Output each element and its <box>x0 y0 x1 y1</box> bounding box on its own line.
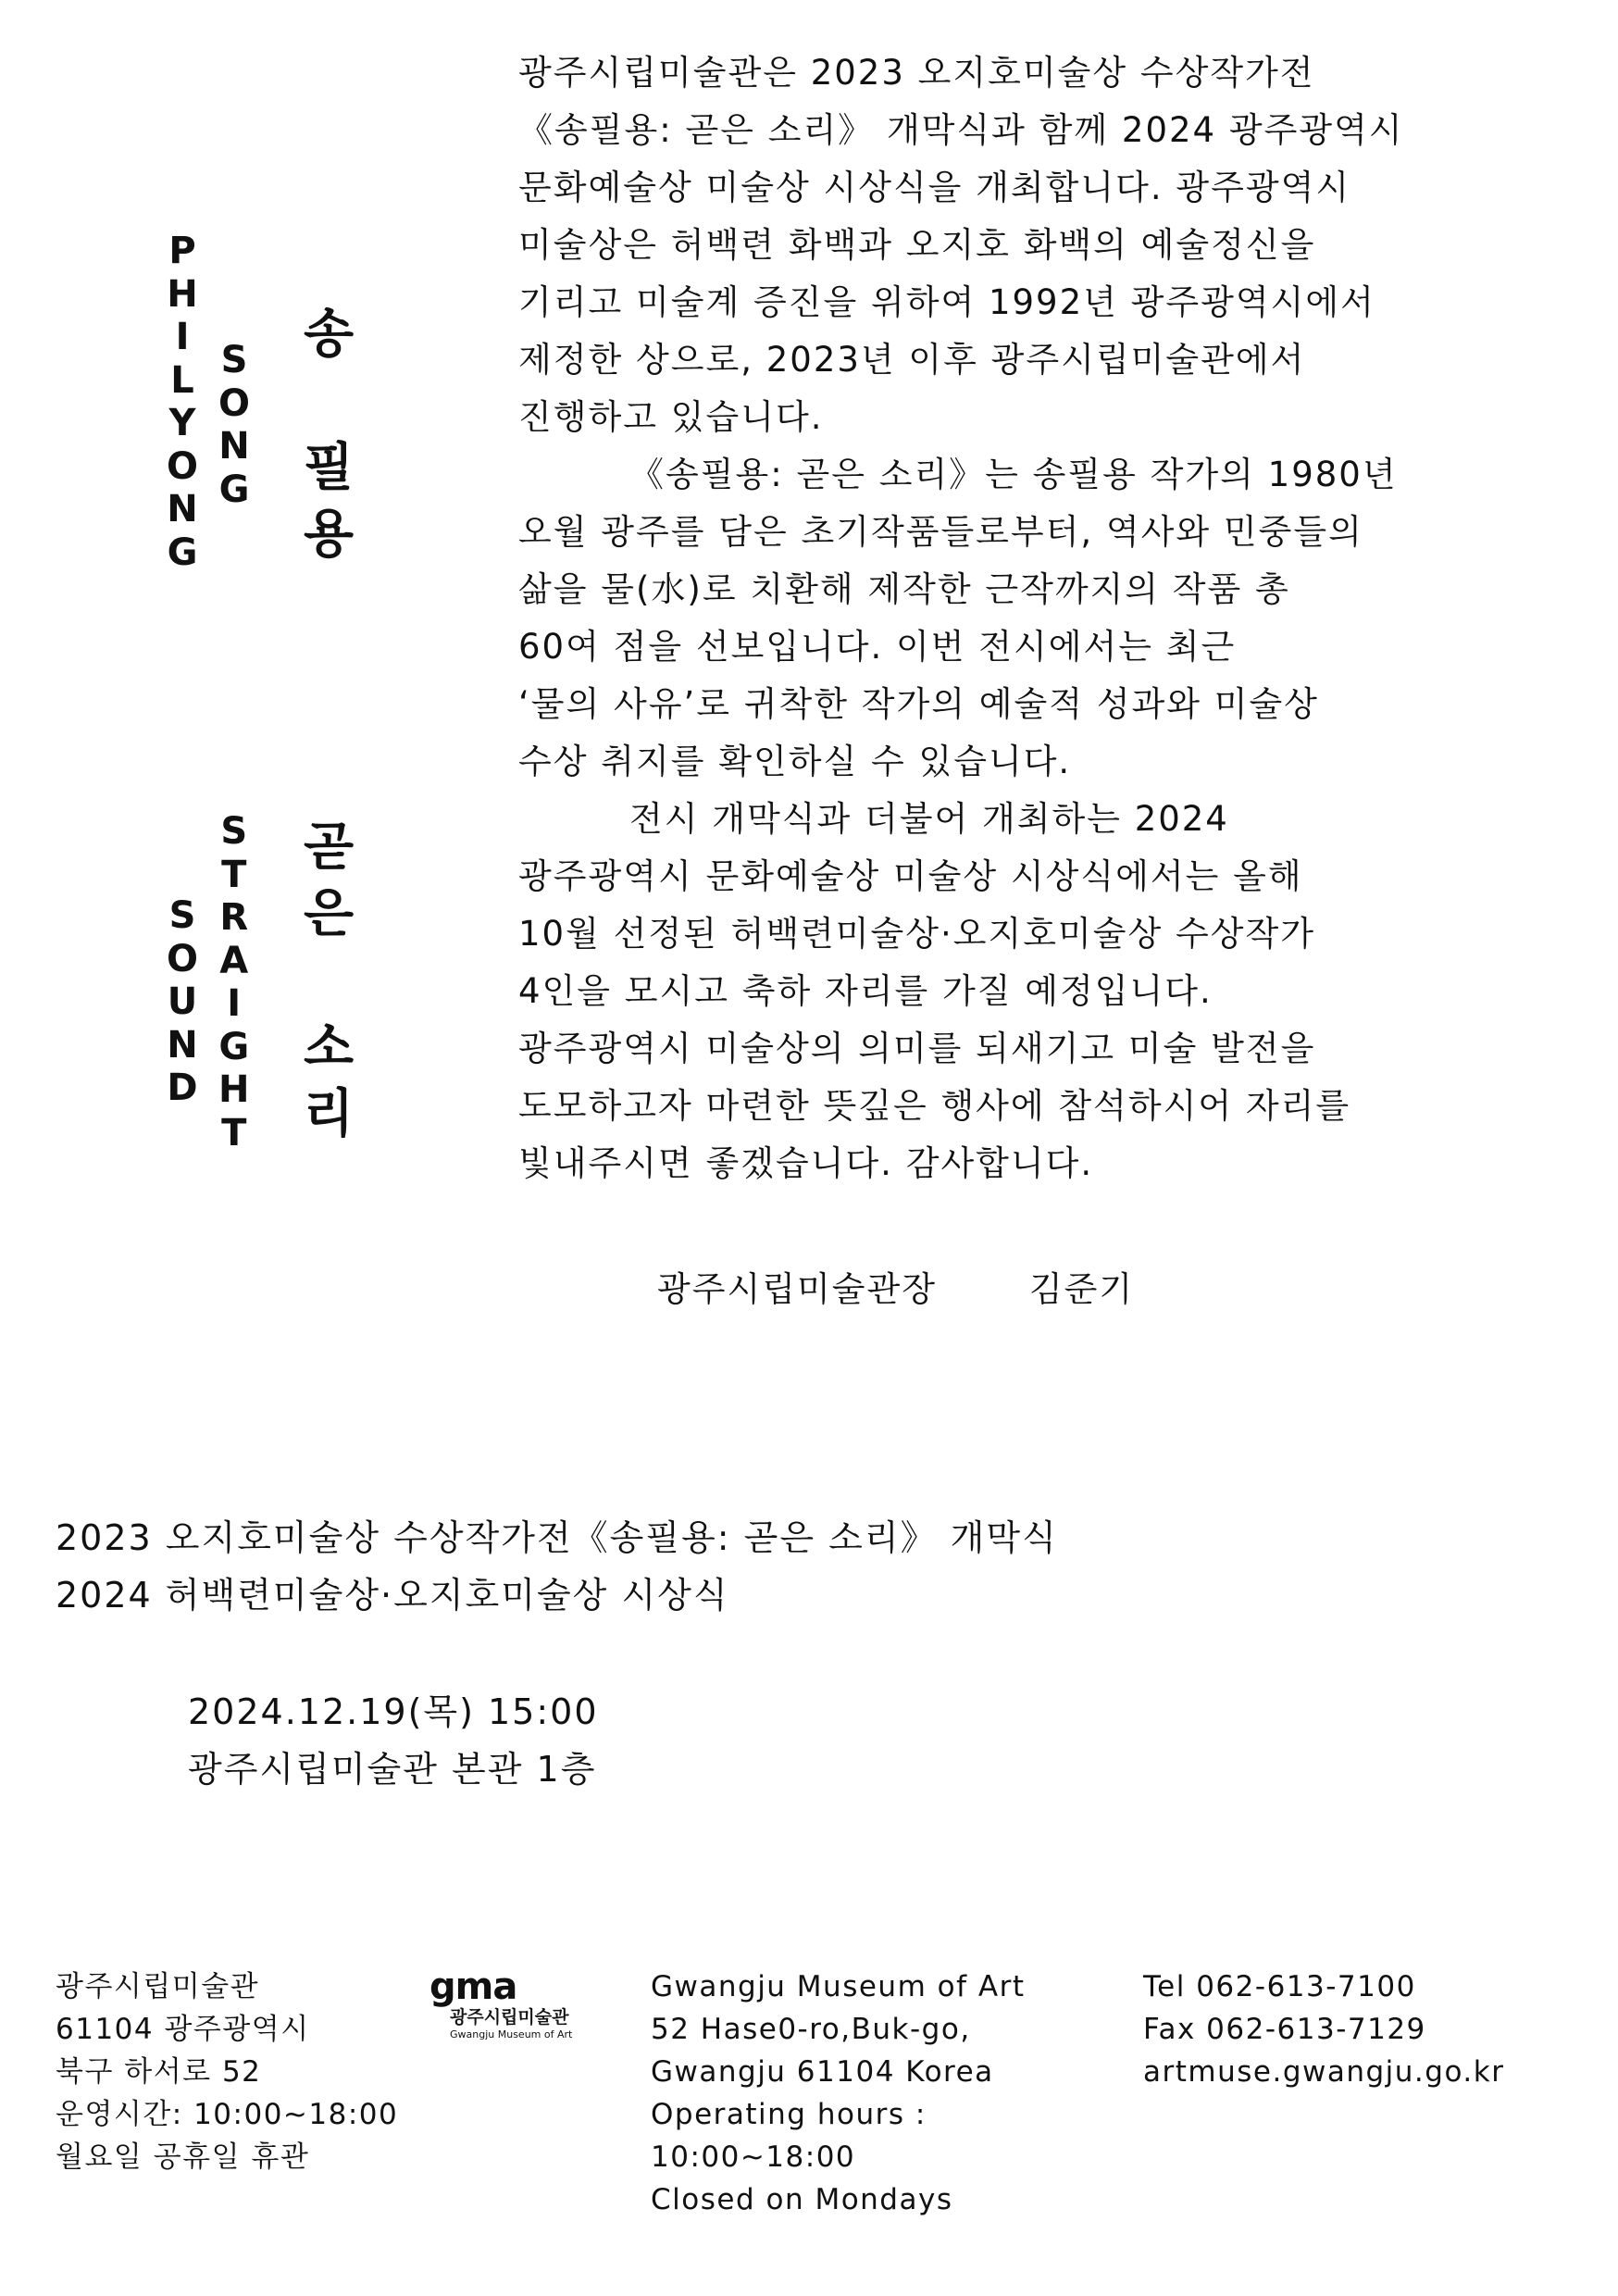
body-line: 도모하고자 마련한 뜻깊은 행사에 참석하시어 자리를 <box>518 1086 1351 1126</box>
footer-fax: Fax 062-613-7129 <box>1143 2013 1426 2046</box>
body-line: 미술상은 허백련 화백과 오지호 화백의 예술정신을 <box>518 225 1316 265</box>
title-letter: 송 <box>304 305 355 365</box>
signature-name: 김준기 <box>1028 1269 1135 1309</box>
footer-address-en <box>651 1965 1025 2221</box>
footer-ko-line: 광주시립미술관 <box>56 1970 260 2003</box>
event-title-award: 2024 허백련미술상·오지호미술상 시상식 <box>56 1575 729 1616</box>
title-letter: A <box>219 939 249 982</box>
title-letter: R <box>219 896 249 939</box>
logo-en-name: Gwangju Museum of Art <box>450 2028 573 2040</box>
body-line: 기리고 미술계 증진을 위하여 1992년 광주광역시에서 <box>518 282 1375 322</box>
signature <box>657 1261 1134 1311</box>
title-letter: Y <box>168 402 196 444</box>
title-letter: S <box>168 894 196 937</box>
footer-en-line: Closed on Mondays <box>651 2183 953 2216</box>
title-letter: O <box>167 444 199 488</box>
body-line: 4인을 모시고 축하 자리를 가질 예정입니다. <box>518 971 1213 1011</box>
body-line: 광주광역시 미술상의 의미를 되새기고 미술 발전을 <box>518 1029 1316 1068</box>
footer-ko-line: 북구 하서로 52 <box>56 2055 262 2089</box>
footer-ko-line: 61104 광주광역시 <box>56 2013 310 2046</box>
event-title-opening: 2023 오지호미술상 수상작가전《송필용: 곧은 소리》 개막식 <box>56 1517 1058 1558</box>
body-line: 오월 광주를 담은 초기작품들로부터, 역사와 민중들의 <box>518 512 1363 552</box>
title-subtitle-ko-vertical <box>304 815 354 1148</box>
footer-contact <box>1143 1965 1504 2093</box>
footer-en-line: Gwangju Museum of Art <box>651 1970 1026 2003</box>
body-line: 전시 개막식과 더불어 개최하는 2024 <box>629 799 1229 839</box>
title-letter: I <box>227 982 242 1025</box>
title-letter: L <box>170 358 194 402</box>
title-letter: U <box>167 980 198 1023</box>
event-venue: 광주시립미술관 본관 1층 <box>188 1749 597 1790</box>
event-titles <box>56 1509 1058 1624</box>
body-line: 《송필용: 곧은 소리》 개막식과 함께 2024 광주광역시 <box>518 110 1404 150</box>
title-letter: 리 <box>304 1084 355 1144</box>
title-letter: S <box>220 339 248 381</box>
title-letter: 곧 <box>304 817 355 878</box>
footer-website-link[interactable]: artmuse.gwangju.go.kr <box>1143 2055 1505 2089</box>
body-line: 광주시립미술관은 2023 오지호미술상 수상작가전 <box>518 53 1315 93</box>
footer-en-line: 52 Hase0-ro,Buk-go, <box>651 2013 971 2046</box>
body-line: 10월 선정된 허백련미술상·오지호미술상 수상작가 <box>518 914 1315 954</box>
invitation-body <box>518 44 1583 1192</box>
title-letter: S <box>220 810 248 853</box>
title-letter: N <box>218 425 250 468</box>
body-line: 삶을 물(水)로 치환해 제작한 근작까지의 작품 총 <box>518 569 1290 609</box>
footer-tel: Tel 062-613-7100 <box>1143 1970 1416 2003</box>
footer-address-ko <box>56 1965 398 2178</box>
body-line: 문화예술상 미술상 시상식을 개최합니다. 광주광역시 <box>518 168 1351 207</box>
museum-logo <box>429 1965 596 2040</box>
title-letter: T <box>221 1111 247 1154</box>
body-line: 광주광역시 문화예술상 미술상 시상식에서는 올해 <box>518 856 1303 896</box>
title-letter: T <box>221 853 247 896</box>
body-line: ‘물의 사유’로 귀착한 작가의 예술적 성과와 미술상 <box>518 684 1319 724</box>
title-letter: 필 <box>304 438 355 498</box>
title-letter: D <box>167 1067 198 1109</box>
signature-title: 광주시립미술관장 <box>657 1269 937 1309</box>
footer-en-line: 10:00~18:00 <box>651 2140 856 2174</box>
body-line: 제정한 상으로, 2023년 이후 광주시립미술관에서 <box>518 340 1306 380</box>
title-letter: O <box>167 937 199 980</box>
title-letter: N <box>167 488 198 530</box>
title-letter: 용 <box>304 505 355 565</box>
title-letter: G <box>167 530 198 574</box>
title-letter: G <box>218 468 250 511</box>
event-datetime: 2024.12.19(목) 15:00 <box>188 1691 599 1732</box>
title-letter: N <box>167 1023 198 1067</box>
body-line: 수상 취지를 확인하실 수 있습니다. <box>518 742 1072 781</box>
footer-en-line: Gwangju 61104 Korea <box>651 2055 994 2089</box>
title-letter: G <box>218 1025 250 1068</box>
event-schedule <box>188 1683 599 1798</box>
title-song-vertical <box>218 339 250 511</box>
logo-ko-name: 광주시립미술관 <box>450 2007 569 2028</box>
title-letter: H <box>218 1068 250 1111</box>
title-letter: 은 <box>304 884 355 944</box>
body-line: 《송필용: 곧은 소리》는 송필용 작가의 1980년 <box>629 455 1398 494</box>
title-name-ko-vertical <box>304 302 354 568</box>
title-letter: H <box>167 272 198 316</box>
footer-ko-line: 월요일 공휴일 휴관 <box>56 2140 310 2174</box>
title-philyong-vertical <box>167 230 198 574</box>
footer-ko-line: 운영시간: 10:00~18:00 <box>56 2098 399 2131</box>
title-letter: I <box>175 316 190 358</box>
body-line: 60여 점을 선보입니다. 이번 전시에서는 최근 <box>518 627 1237 667</box>
title-letter: O <box>218 381 251 425</box>
title-letter: 소 <box>304 1017 355 1078</box>
title-letter: P <box>168 230 196 272</box>
title-straight-vertical <box>218 810 249 1154</box>
title-sound-vertical <box>167 894 198 1110</box>
body-line: 빛내주시면 좋겠습니다. 감사합니다. <box>518 1143 1094 1183</box>
footer-en-line: Operating hours : <box>651 2098 927 2131</box>
body-line: 진행하고 있습니다. <box>518 397 824 437</box>
logo-mark: gma <box>429 1965 517 2008</box>
